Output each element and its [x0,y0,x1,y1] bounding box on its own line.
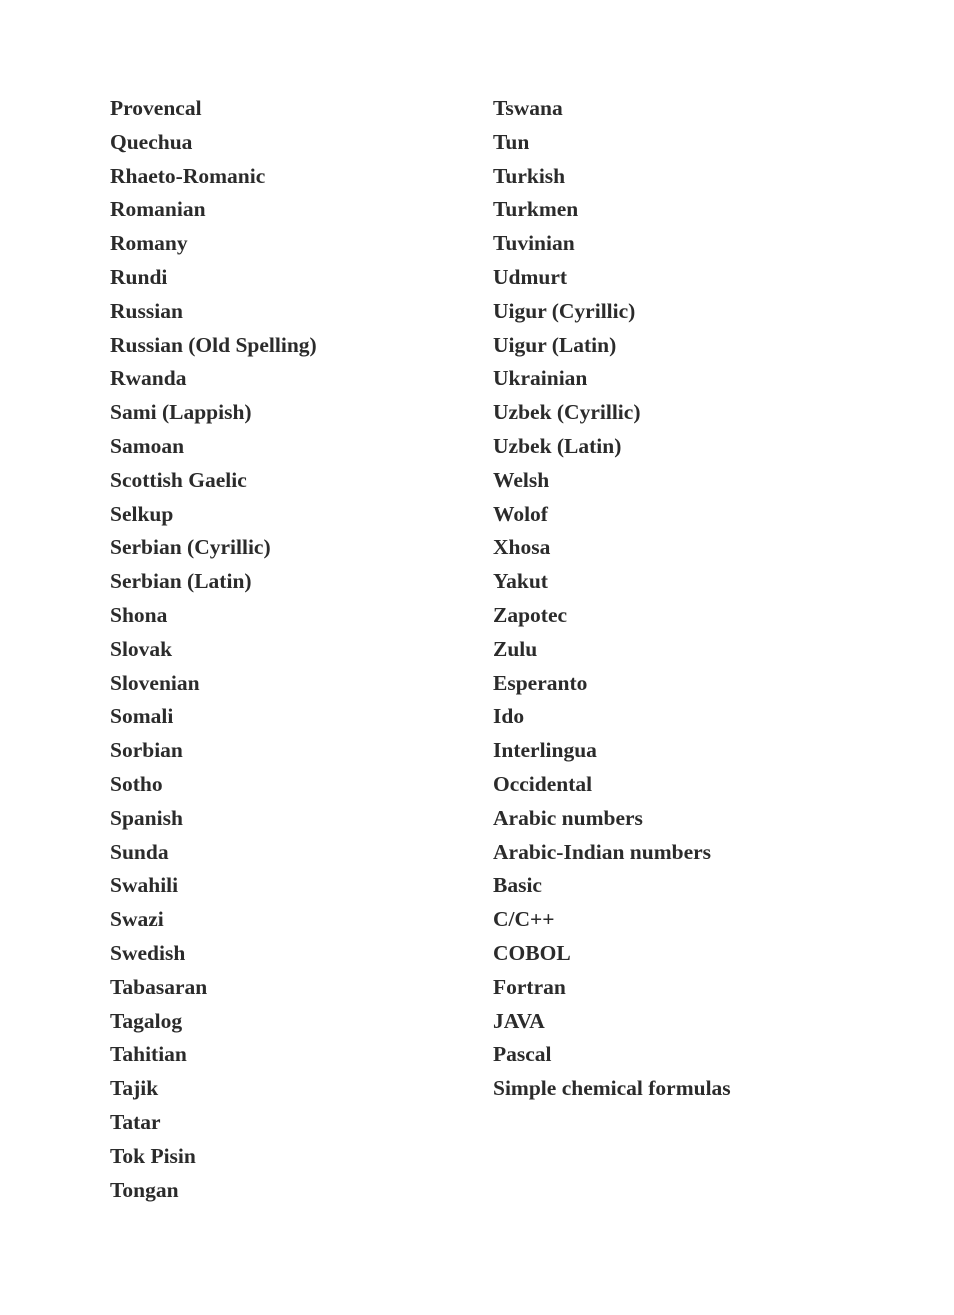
language-list-item: Basic [493,873,542,898]
language-list-item: Serbian (Cyrillic) [110,535,271,560]
language-list-item: Tswana [493,96,563,120]
language-list-item: Sotho [110,771,163,796]
language-list-item: Rundi [110,264,168,289]
language-list-item: Rhaeto-Romanic [110,163,266,188]
language-list-item: Samoan [110,433,185,458]
language-list-item: Uigur (Cyrillic) [493,298,636,323]
language-list-item: Sunda [110,839,169,864]
language-list-item: Zapotec [493,602,568,627]
language-list-item: Sorbian [110,738,183,763]
language-list-item: Romanian [110,197,206,222]
language-list-item: Tajik [110,1076,159,1101]
language-list-item: Sami (Lappish) [110,400,252,425]
left-language-column [110,93,480,1208]
language-list-item: Ido [493,704,525,729]
language-list-item: Tagalog [110,1008,183,1033]
language-list-item: Tok Pisin [110,1143,196,1168]
language-list-item: COBOL [493,940,571,965]
language-list-item: Somali [110,704,174,729]
language-list-item: Tuvinian [493,231,575,256]
language-list-item: Swedish [110,940,186,965]
language-list-item: Scottish Gaelic [110,467,247,492]
language-list-item: Wolof [493,501,548,526]
language-list-item: Ukrainian [493,366,588,391]
language-list-item: Swazi [110,907,164,932]
language-list-item: C/C++ [493,907,555,932]
language-list-item: Tun [493,129,530,154]
language-list-item: Shona [110,602,168,627]
language-list-item: Slovenian [110,670,200,695]
language-list-item: Tongan [110,1177,179,1202]
language-list-item: Quechua [110,129,193,154]
language-list-item: Swahili [110,873,179,898]
language-list-item: Fortran [493,974,566,999]
language-list-item: Serbian (Latin) [110,569,252,594]
language-list-item: Tatar [110,1109,161,1134]
language-list-item: Slovak [110,636,173,661]
language-list-item: Tabasaran [110,974,208,999]
language-list-item: Romany [110,231,188,256]
language-list-item: Turkmen [493,197,579,222]
language-list-item: Russian (Old Spelling) [110,332,317,357]
language-list-item: Yakut [493,569,548,594]
language-list-item: Simple chemical formulas [493,1076,731,1101]
language-list-item: JAVA [493,1008,545,1033]
language-list-item: Occidental [493,771,593,796]
right-language-column [493,93,913,1107]
language-list-item: Uzbek (Cyrillic) [493,400,641,425]
language-list-item: Xhosa [493,535,551,560]
language-list-item: Uzbek (Latin) [493,433,622,458]
language-list-item: Pascal [493,1042,552,1067]
language-list-item: Turkish [493,163,566,188]
language-list-item: Selkup [110,501,174,526]
language-list-item: Spanish [110,805,183,830]
language-list-item: Arabic numbers [493,805,643,830]
language-list-item: Tahitian [110,1042,187,1067]
language-list-item: Uigur (Latin) [493,332,617,357]
language-list-item: Russian [110,298,183,323]
language-list-item: Esperanto [493,670,588,695]
language-list-item: Welsh [493,467,550,492]
language-list-item: Rwanda [110,366,187,391]
language-list-item: Zulu [493,636,538,661]
language-list-item: Arabic-Indian numbers [493,839,712,864]
language-list-item: Provencal [110,96,202,120]
language-list-item: Interlingua [493,738,597,763]
language-list-item: Udmurt [493,264,568,289]
